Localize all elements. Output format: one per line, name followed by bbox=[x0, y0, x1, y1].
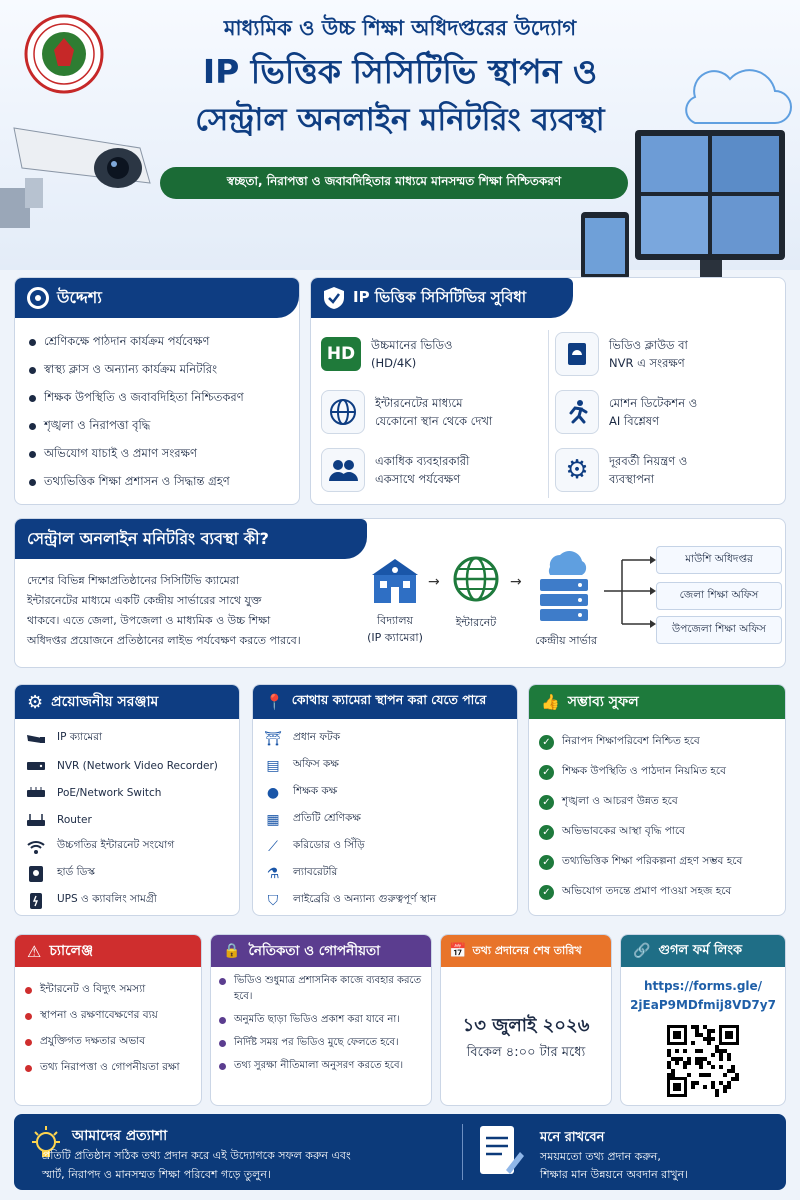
benefit-line: ব্যবস্থাপনা bbox=[609, 472, 655, 486]
equipment-label: হার্ড ডিস্ক bbox=[57, 866, 95, 878]
benefit-line: দূরবর্তী নিয়ন্ত্রণ ও bbox=[609, 454, 688, 468]
remember-line: শিক্ষার মান উন্নয়নে অবদান রাখুন। bbox=[540, 1168, 689, 1181]
benefit-line: NVR এ সংরক্ষণ bbox=[609, 356, 685, 370]
outcomes-list bbox=[529, 719, 785, 907]
gate-icon: ⛩ bbox=[264, 730, 282, 747]
location-item bbox=[263, 833, 509, 860]
ethics-title: নৈতিকতা ও গোপনীয়তা bbox=[248, 942, 381, 959]
central-desc-line: দেশের বিভিন্ন শিক্ষাপ্রতিষ্ঠানের সিসিটিভি ক্যামেরা bbox=[27, 574, 240, 587]
bullet-dot bbox=[25, 987, 32, 994]
deadline-date: ১৩ জুলাই ২০২৬ bbox=[462, 1015, 590, 1036]
objective-text: শিক্ষক উপস্থিতি ও জবাবদিহিতা নিশ্চিতকরণ bbox=[44, 389, 244, 404]
ethics-text: নির্দিষ্ট সময় পর ভিডিও মুছে ফেলতে হবে। bbox=[234, 1037, 399, 1048]
form-url-line[interactable]: https://forms.gle/ bbox=[643, 979, 763, 993]
outcome-item bbox=[539, 757, 777, 787]
outcome-item bbox=[539, 817, 777, 847]
benefit-line: ভিডিও ক্লাউড বা bbox=[609, 338, 688, 352]
tagline-banner bbox=[160, 167, 628, 199]
switch-icon bbox=[25, 787, 47, 799]
benefit-line: যেকোনো স্থান থেকে দেখা bbox=[375, 414, 493, 428]
deadline-title: তথ্য প্রদানের শেষ তারিখ bbox=[472, 943, 582, 957]
location-label: শিক্ষক কক্ষ bbox=[293, 785, 338, 797]
equipment-label: উচ্চগতির ইন্টারনেট সংযোগ bbox=[57, 839, 175, 851]
outcomes-card bbox=[528, 684, 786, 916]
monitor-illustration bbox=[575, 42, 795, 312]
wifi-icon bbox=[25, 839, 47, 855]
equipment-label: IP ক্যামেরা bbox=[57, 731, 103, 743]
benefit-item bbox=[555, 330, 779, 378]
calendar-icon: 📅 bbox=[449, 943, 467, 959]
benefit-text bbox=[609, 452, 687, 488]
challenge-item bbox=[25, 1003, 195, 1029]
footer-divider bbox=[462, 1124, 463, 1180]
benefit-text bbox=[609, 336, 688, 372]
thumbs-up-icon: 👍 bbox=[541, 693, 560, 711]
school-label-line: (IP ক্যামেরা) bbox=[367, 631, 423, 644]
ethics-card bbox=[210, 934, 432, 1106]
outcome-text: অভিযোগ তদন্তে প্রমাণ পাওয়া সহজ হবে bbox=[562, 884, 732, 897]
outcome-text: অভিভাবকের আস্থা বৃদ্ধি পাবে bbox=[562, 824, 686, 837]
challenges-title: চ্যালেঞ্জ bbox=[49, 943, 94, 959]
benefit-line: একসাথে পর্যবেক্ষণ bbox=[375, 472, 461, 486]
central-desc-line: অধিদপ্তর প্রয়োজনে প্রতিষ্ঠানের লাইভ পর্যবেক্ষণ করতে পারবে। bbox=[27, 634, 301, 647]
challenge-item bbox=[25, 1055, 195, 1081]
ethics-item bbox=[219, 1058, 425, 1074]
nvr-icon bbox=[25, 760, 47, 772]
equipment-item bbox=[25, 806, 231, 833]
benefits-header bbox=[311, 278, 573, 318]
school-label bbox=[340, 612, 450, 646]
globe-icon bbox=[452, 555, 500, 603]
govt-seal-icon bbox=[24, 14, 104, 94]
hd-icon: HD bbox=[321, 337, 361, 371]
objective-text: অভিযোগ যাচাই ও প্রমাণ সংরক্ষণ bbox=[44, 445, 197, 460]
ethics-text: তথ্য সুরক্ষা নীতিমালা অনুসরণ করতে হবে। bbox=[234, 1060, 404, 1071]
remember-title: মনে রাখবেন bbox=[540, 1130, 605, 1145]
benefit-item bbox=[555, 388, 779, 436]
equipment-list bbox=[15, 719, 239, 914]
benefit-item bbox=[321, 388, 545, 436]
benefits-title: IP ভিত্তিক সিসিটিভির সুবিধা bbox=[353, 287, 527, 306]
stairs-icon: ⟋ bbox=[268, 838, 278, 855]
title-line-1: IP ভিত্তিক সিসিটিভি স্থাপন ও bbox=[202, 52, 598, 91]
objective-text: তথ্যভিত্তিক শিক্ষা প্রশাসন ও সিদ্ধান্ত গ্রহণ bbox=[44, 473, 230, 488]
equipment-item bbox=[25, 752, 231, 779]
central-desc-line: থাকবে। এতে জেলা, উপজেলা ও মাধ্যমিক ও উচ্চ শিক্ষা bbox=[27, 614, 271, 627]
tagline-text: স্বচ্ছতা, নিরাপত্তা ও জবাবদিহিতার মাধ্যমে মানসম্মত শিক্ষা নিশ্চিতকরণ bbox=[226, 174, 562, 188]
equipment-item bbox=[25, 833, 231, 860]
running-person-icon bbox=[555, 390, 599, 434]
map-pin-icon: 📍 bbox=[265, 693, 284, 711]
benefit-line: AI বিশ্লেষণ bbox=[609, 414, 660, 428]
branch-connector bbox=[604, 548, 656, 634]
benefit-text bbox=[609, 394, 697, 430]
expectation-title: আমাদের প্রত্যাশা bbox=[72, 1128, 168, 1144]
objective-item bbox=[29, 412, 289, 440]
challenges-list bbox=[15, 967, 201, 1081]
equipment-header bbox=[15, 685, 239, 719]
users-icon bbox=[321, 448, 365, 492]
org-name: মাধ্যমিক ও উচ্চ শিক্ষা অধিদপ্তরের উদ্যোগ bbox=[223, 16, 577, 40]
check-circle-icon: ✓ bbox=[539, 825, 554, 840]
challenges-header bbox=[15, 935, 201, 967]
shield-icon: ⛉ bbox=[267, 892, 279, 909]
bullet-dot bbox=[29, 479, 36, 486]
form-link-title: গুগল ফর্ম লিংক bbox=[658, 942, 743, 958]
location-label: করিডোর ও সিঁড়ি bbox=[293, 839, 365, 851]
check-circle-icon: ✓ bbox=[539, 855, 554, 870]
ethics-item bbox=[219, 1012, 425, 1028]
equipment-label: PoE/Network Switch bbox=[57, 786, 162, 799]
location-item bbox=[263, 725, 509, 752]
bullet-dot bbox=[29, 339, 36, 346]
challenge-text: ইন্টারনেট ও বিদ্যুৎ সমস্যা bbox=[40, 982, 146, 995]
location-item bbox=[263, 860, 509, 887]
benefits-card bbox=[310, 277, 786, 505]
location-label: প্রধান ফটক bbox=[293, 731, 341, 743]
destination-box: উপজেলা শিক্ষা অফিস bbox=[656, 616, 782, 644]
location-label: অফিস কক্ষ bbox=[293, 758, 339, 770]
outcomes-header bbox=[529, 685, 785, 719]
equipment-item bbox=[25, 779, 231, 806]
location-label: ল্যাবরেটরি bbox=[293, 866, 338, 878]
challenge-item bbox=[25, 1029, 195, 1055]
outcome-item bbox=[539, 727, 777, 757]
school-label-line: বিদ্যালয় bbox=[376, 614, 414, 627]
server-icon bbox=[534, 545, 594, 623]
ethics-item bbox=[219, 1035, 425, 1051]
locations-title: কোথায় ক্যামেরা স্থাপন করা যেতে পারে bbox=[291, 692, 487, 707]
ethics-item bbox=[219, 973, 425, 1005]
title-line-2: সেন্ট্রাল অনলাইন মনিটরিং ব্যবস্থা bbox=[195, 102, 605, 138]
form-url[interactable] bbox=[621, 977, 785, 1015]
bullet-dot bbox=[29, 451, 36, 458]
deadline-header bbox=[441, 935, 611, 967]
storage-icon bbox=[555, 332, 599, 376]
school-icon bbox=[368, 553, 422, 607]
cctv-icon bbox=[25, 732, 47, 746]
classroom-icon: ▦ bbox=[266, 811, 280, 828]
deadline-time: বিকেল ৪:০০ টার মধ্যে bbox=[466, 1045, 586, 1060]
benefit-line: একাধিক ব্যবহারকারী bbox=[375, 454, 470, 468]
check-circle-icon: ✓ bbox=[539, 735, 554, 750]
locations-header bbox=[253, 685, 517, 719]
benefit-item bbox=[321, 446, 545, 494]
expectation-line: প্রতিটি প্রতিষ্ঠান সঠিক তথ্য প্রদান করে এই উদ্যোগকে সফল করুন এবং bbox=[42, 1149, 351, 1162]
bullet-dot bbox=[219, 1040, 226, 1047]
locations-card bbox=[252, 684, 518, 916]
benefit-line: ইন্টারনেটের মাধ্যমে bbox=[375, 396, 463, 410]
bullet-dot bbox=[29, 367, 36, 374]
gear-icon: ⚙ bbox=[27, 691, 44, 713]
ethics-header bbox=[211, 935, 431, 967]
remember-line: সময়মতো তথ্য প্রদান করুন, bbox=[540, 1150, 661, 1163]
objective-item bbox=[29, 468, 289, 496]
benefit-text bbox=[375, 452, 469, 488]
objective-text: শ্রেণিকক্ষে পাঠদান কার্যক্রম পর্যবেক্ষণ bbox=[44, 333, 210, 348]
central-header bbox=[15, 519, 367, 559]
objective-item bbox=[29, 328, 289, 356]
destination-box: মাউশি অধিদপ্তর bbox=[656, 546, 782, 574]
benefit-line: (HD/4K) bbox=[371, 356, 417, 370]
gear-icon: ⚙ bbox=[555, 448, 599, 492]
bullet-dot bbox=[25, 1039, 32, 1046]
server-label: কেন্দ্রীয় সার্ভার bbox=[534, 634, 598, 647]
benefit-line: মোশন ডিটেকশন ও bbox=[609, 396, 698, 410]
office-icon: ▤ bbox=[266, 757, 280, 774]
globe-icon bbox=[321, 390, 365, 434]
central-description bbox=[27, 571, 357, 651]
challenges-card bbox=[14, 934, 202, 1106]
location-item bbox=[263, 779, 509, 806]
outcome-item bbox=[539, 847, 777, 877]
equipment-item bbox=[25, 725, 231, 752]
location-label: লাইব্রেরি ও অন্যান্য গুরুত্বপূর্ণ স্থান bbox=[293, 893, 437, 905]
bullet-dot bbox=[25, 1013, 32, 1020]
challenge-item bbox=[25, 977, 195, 1003]
form-link-card bbox=[620, 934, 786, 1106]
objectives-list bbox=[15, 318, 299, 496]
benefit-item bbox=[555, 446, 779, 494]
bullet-dot bbox=[219, 978, 226, 985]
central-desc-line: ইন্টারনেটের মাধ্যমে একটি কেন্দ্রীয় সার্ভারের সাথে যুক্ত bbox=[27, 594, 262, 607]
shield-check-icon bbox=[323, 286, 345, 310]
arrow-right-icon: → bbox=[428, 574, 440, 590]
objectives-header bbox=[15, 278, 299, 318]
benefit-line: উচ্চমানের ভিডিও bbox=[371, 338, 453, 352]
outcome-text: নিরাপদ শিক্ষাপরিবেশ নিশ্চিত হবে bbox=[562, 734, 700, 747]
objectives-card bbox=[14, 277, 300, 505]
objective-item bbox=[29, 384, 289, 412]
outcome-text: শিক্ষক উপস্থিতি ও পাঠদান নিয়মিত হবে bbox=[562, 764, 726, 777]
central-title: সেন্ট্রাল অনলাইন মনিটরিং ব্যবস্থা কী? bbox=[27, 528, 269, 548]
benefit-item bbox=[321, 330, 545, 378]
outcome-item bbox=[539, 877, 777, 907]
cctv-camera-illustration bbox=[0, 108, 160, 238]
internet-label: ইন্টারনেট bbox=[455, 616, 497, 629]
benefit-text bbox=[371, 336, 452, 372]
check-circle-icon: ✓ bbox=[539, 765, 554, 780]
equipment-item bbox=[25, 860, 231, 887]
target-icon bbox=[27, 287, 49, 309]
objective-item bbox=[29, 356, 289, 384]
form-url-line[interactable]: 2jEaP9MDfmij8VD7y7 bbox=[630, 998, 776, 1012]
location-item bbox=[263, 887, 509, 914]
bullet-dot bbox=[29, 423, 36, 430]
objective-item bbox=[29, 440, 289, 468]
ethics-text: অনুমতি ছাড়া ভিডিও প্রকাশ করা যাবে না। bbox=[234, 1014, 400, 1025]
challenge-text: তথ্য নিরাপত্তা ও গোপনীয়তা রক্ষা bbox=[40, 1060, 180, 1073]
deadline-card bbox=[440, 934, 612, 1106]
warning-icon: ⚠ bbox=[27, 941, 42, 961]
ups-icon bbox=[25, 892, 47, 910]
outcome-text: তথ্যভিত্তিক শিক্ষা পরিকল্পনা গ্রহণ সম্ভব হবে bbox=[562, 854, 743, 867]
location-item bbox=[263, 806, 509, 833]
bullet-dot bbox=[29, 395, 36, 402]
locations-list bbox=[253, 719, 517, 914]
equipment-item bbox=[25, 887, 231, 914]
equipment-label: Router bbox=[57, 813, 92, 826]
location-label: প্রতিটি শ্রেণিকক্ষ bbox=[293, 812, 361, 824]
outcome-text: শৃঙ্খলা ও আচরণ উন্নত হবে bbox=[562, 794, 678, 807]
equipment-label: NVR (Network Video Recorder) bbox=[57, 759, 218, 772]
destination-box: জেলা শিক্ষা অফিস bbox=[656, 582, 782, 610]
form-link-header bbox=[621, 935, 785, 967]
qr-code[interactable] bbox=[665, 1023, 741, 1099]
ethics-text: ভিডিও শুধুমাত্র প্রশাসনিক কাজে ব্যবহার করতে হবে। bbox=[234, 975, 422, 1002]
flask-icon: ⚗ bbox=[266, 865, 280, 882]
check-circle-icon: ✓ bbox=[539, 885, 554, 900]
challenge-text: প্রযুক্তিগত দক্ষতার অভাব bbox=[40, 1034, 146, 1047]
ethics-list bbox=[211, 967, 431, 1074]
objective-text: স্বাস্থ্য ক্লাস ও অন্যান্য কার্যক্রম মনিটরিং bbox=[44, 361, 218, 376]
lock-icon: 🔒 bbox=[223, 943, 241, 959]
benefit-text bbox=[375, 394, 492, 430]
benefits-divider bbox=[548, 330, 549, 498]
footer-banner bbox=[14, 1114, 786, 1190]
bullet-dot bbox=[219, 1063, 226, 1070]
objectives-title: উদ্দেশ্য bbox=[57, 287, 102, 307]
outcomes-title: সম্ভাব্য সুফল bbox=[567, 694, 639, 710]
challenge-text: স্থাপনা ও রক্ষণাবেক্ষণের ব্যয় bbox=[40, 1008, 158, 1021]
router-icon bbox=[25, 813, 47, 827]
equipment-label: UPS ও ক্যাবলিং সামগ্রী bbox=[57, 893, 157, 905]
link-icon: 🔗 bbox=[633, 943, 651, 959]
hard-disk-icon bbox=[25, 865, 47, 883]
bullet-dot bbox=[25, 1065, 32, 1072]
objective-text: শৃঙ্খলা ও নিরাপত্তা বৃদ্ধি bbox=[44, 417, 151, 432]
teacher-icon: ● bbox=[266, 784, 280, 801]
location-item bbox=[263, 752, 509, 779]
expectation-line: স্মার্ট, নিরাপদ ও মানসম্মত শিক্ষা পরিবেশ গড়ে তুলুন। bbox=[42, 1168, 271, 1181]
bullet-dot bbox=[219, 1017, 226, 1024]
equipment-title: প্রয়োজনীয় সরঞ্জাম bbox=[51, 694, 159, 710]
notepad-pen-icon bbox=[476, 1122, 524, 1180]
check-circle-icon: ✓ bbox=[539, 795, 554, 810]
equipment-card bbox=[14, 684, 240, 916]
arrow-right-icon: → bbox=[510, 574, 522, 590]
outcome-item bbox=[539, 787, 777, 817]
